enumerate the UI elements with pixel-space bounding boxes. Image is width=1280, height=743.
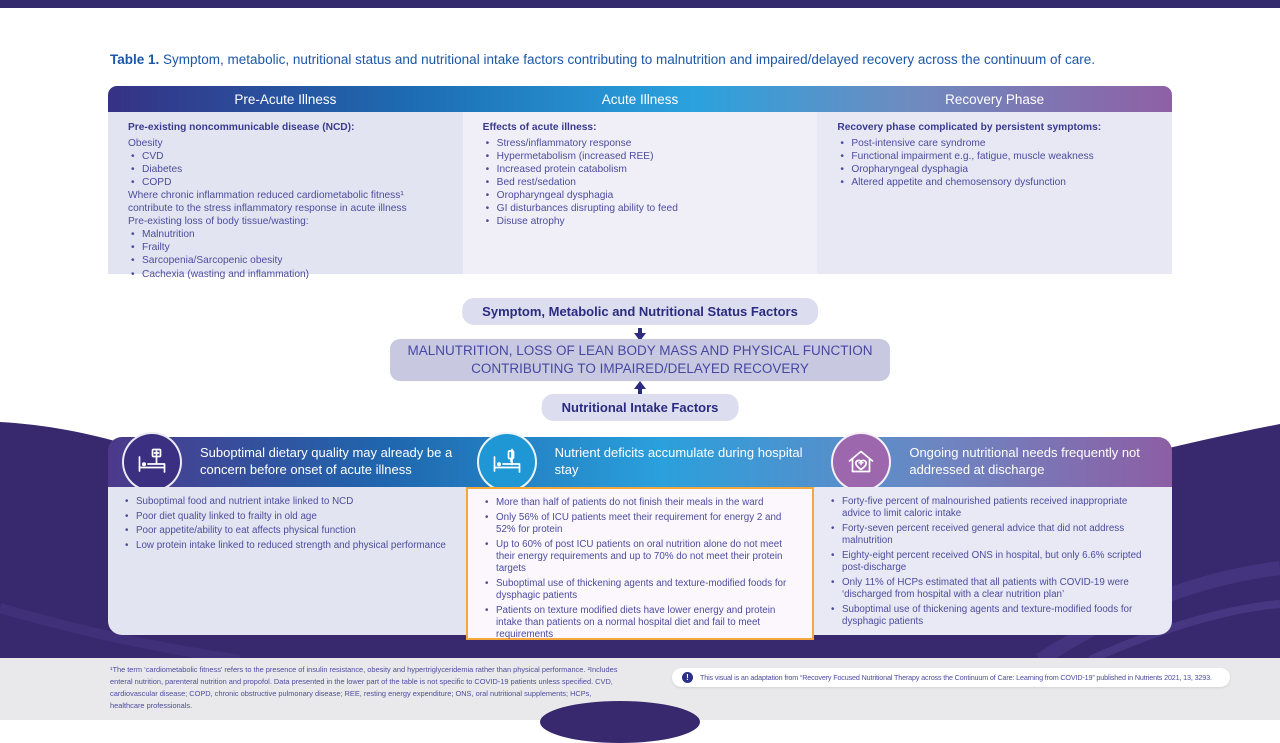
- bullet-text: Altered appetite and chemosensory dysfunction: [851, 177, 1066, 189]
- iv-drip-bed-icon: [477, 432, 537, 492]
- bullet-item: [483, 215, 802, 228]
- bullet-text: GI disturbances disrupting ability to feed: [496, 203, 678, 215]
- bullet-item: [122, 496, 452, 508]
- bullet-item: [128, 163, 447, 176]
- bullet-item: [828, 550, 1158, 574]
- bullet-item: [483, 189, 802, 202]
- wave-crest: [540, 701, 700, 743]
- bullet-text: Stress/inflammatory response: [496, 138, 632, 150]
- column-text: Obesity: [128, 138, 163, 150]
- bullet-marker: •: [485, 604, 489, 616]
- bullet-text: Poor diet quality linked to frailty in old age: [136, 510, 317, 522]
- bullet-marker: •: [131, 151, 135, 163]
- bullet-text: Oropharyngeal dysphagia: [496, 190, 614, 202]
- bullet-item: [483, 202, 802, 215]
- bullet-text: Disuse atrophy: [496, 216, 565, 228]
- lower-panel-header: [108, 437, 1172, 487]
- column-acute: [463, 112, 818, 274]
- bullet-marker: •: [485, 151, 490, 163]
- bullet-marker: •: [840, 164, 844, 176]
- bullet-text: Up to 60% of post ICU patients on oral nutrition alone do not meet their energy requirements and up to 70% do not meet their protein targets: [496, 538, 783, 575]
- bullet-item: [837, 137, 1156, 150]
- column-heading: Effects of acute illness:: [482, 122, 597, 133]
- bullet-item: [128, 254, 447, 267]
- card-header-hospital-stay: [463, 437, 818, 487]
- bullet-item: [828, 496, 1158, 520]
- column-recovery: [817, 112, 1172, 274]
- column-text: Where chronic inflammation reduced cardiometabolic fitness¹ contribute to the stress inflammatory response in acute illness: [128, 190, 407, 215]
- bullet-item: [128, 228, 447, 241]
- bullet-text: Suboptimal use of thickening agents and texture-modified foods for dysphagic patients: [496, 577, 787, 602]
- bullet-text: COPD: [142, 177, 172, 189]
- bullet-item: [128, 176, 447, 189]
- adaptation-note-pill: [672, 668, 1230, 687]
- bullet-marker: •: [485, 138, 490, 150]
- bullet-item: [482, 512, 798, 536]
- bullet-item: [837, 163, 1156, 176]
- header-recovery-phase: Recovery Phase: [945, 91, 1045, 107]
- table-label: Table 1.: [110, 52, 160, 67]
- malnutrition-outcome-box: MALNUTRITION, LOSS OF LEAN BODY MASS AND PHYSICAL FUNCTION CONTRIBUTING TO IMPAIRED/DELAYED RECOVERY: [390, 339, 890, 381]
- bullet-text: Forty-seven percent received general advice that did not address malnutrition: [842, 522, 1125, 547]
- bullet-text: Only 56% of ICU patients meet their requirement for energy 2 and 52% for protein: [496, 511, 782, 535]
- bullet-text: Post-intensive care syndrome: [851, 138, 986, 150]
- bullet-marker: •: [840, 151, 844, 163]
- bullet-marker: •: [485, 164, 490, 176]
- bullet-marker: •: [125, 496, 129, 507]
- column-text: Pre-existing loss of body tissue/wasting:: [128, 216, 309, 228]
- bullet-item: [483, 137, 802, 150]
- bullet-marker: •: [125, 540, 129, 552]
- bullet-marker: •: [131, 242, 135, 254]
- column-pre-acute: [108, 112, 463, 280]
- bullet-marker: •: [831, 576, 835, 588]
- bullet-marker: •: [131, 177, 135, 189]
- bullet-text: Only 11% of HCPs estimated that all patients with COVID-19 were ‘discharged from hospital with a clear nutrition plan’: [842, 576, 1129, 601]
- header-pre-acute-illness: Pre-Acute Illness: [234, 91, 337, 107]
- bullet-marker: •: [831, 549, 835, 561]
- bullet-text: Cachexia (wasting and inflammation): [142, 268, 310, 280]
- bullet-item: [482, 497, 798, 509]
- card-title: Nutrient deficits accumulate during hospital stay: [554, 445, 803, 477]
- card-body-discharge: [814, 487, 1172, 635]
- bullet-text: Eighty-eight percent received ONS in hospital, but only 6.6% scripted post-discharge: [842, 549, 1142, 574]
- continuum-table-body: [108, 112, 1172, 280]
- bullet-marker: •: [485, 577, 489, 589]
- bullet-marker: •: [485, 511, 489, 523]
- bullet-item: [128, 241, 447, 254]
- bullet-text: Suboptimal use of thickening agents and texture-modified foods for dysphagic patients: [842, 603, 1133, 628]
- card-header-discharge: [817, 437, 1172, 487]
- bullet-item: [837, 176, 1156, 189]
- bullet-marker: •: [125, 525, 129, 537]
- bullet-text: Suboptimal food and nutrient intake linked to NCD: [136, 496, 354, 507]
- page-title: [110, 52, 1190, 67]
- column-heading: Pre-existing noncommunicable disease (NCD):: [128, 122, 355, 133]
- bullet-item: [122, 511, 452, 523]
- bullet-item: [828, 604, 1158, 628]
- footnote-text: ¹The term ‘cardiometabolic fitness’ refers to the presence of insulin resistance, obesity and hypertriglyceridemia rather than physical performance. ²Includes enteral nutrition, parenteral nutrition and propofol. Data presented in the lower part of the table is not specific to COVID-19 patients unless specified. CVD, cardiovascular disease; COPD, chronic obstructive pulmonary disease; REE, resting energy expenditure; ONS, oral nutritional supplements; HCPs, healthcare professionals.: [110, 665, 618, 710]
- bullet-item: [482, 578, 798, 602]
- bullet-item: [483, 176, 802, 189]
- bullet-text: Oropharyngeal dysphagia: [851, 164, 969, 176]
- bullet-marker: •: [131, 229, 135, 241]
- info-icon: !: [682, 672, 693, 683]
- bullet-item: [122, 540, 452, 552]
- card-body-hospital-stay-highlighted: [466, 487, 814, 640]
- bullet-text: CVD: [142, 151, 164, 163]
- bullet-text: Low protein intake linked to reduced strength and physical performance: [136, 540, 446, 552]
- bullet-item: [837, 150, 1156, 163]
- bullet-marker: •: [831, 496, 835, 507]
- lower-panel: [108, 437, 1172, 640]
- intake-factors-box: Nutritional Intake Factors: [542, 394, 739, 421]
- bullet-item: [482, 605, 798, 642]
- adaptation-note-text: This visual is an adaptation from “Recovery Focused Nutritional Therapy across the Continuum of Care: Learning from COVID-19” published in Nutrients 2021, 13, 3293.: [700, 673, 1212, 682]
- bullet-item: [483, 150, 802, 163]
- bullet-item: [482, 539, 798, 576]
- bullet-text: Bed rest/sedation: [496, 177, 576, 189]
- card-body-dietary-quality: [108, 487, 466, 635]
- bullet-marker: •: [485, 538, 489, 550]
- bullet-marker: •: [485, 216, 490, 228]
- continuum-table-header: [108, 86, 1172, 112]
- bullet-marker: •: [485, 177, 490, 189]
- bullet-text: Sarcopenia/Sarcopenic obesity: [142, 255, 283, 267]
- bullet-text: Hypermetabolism (increased REE): [496, 151, 654, 163]
- bullet-marker: •: [131, 164, 135, 176]
- bullet-text: Diabetes: [142, 164, 183, 176]
- hospital-bed-patient-icon: [122, 432, 182, 492]
- column-heading: Recovery phase complicated by persistent symptoms:: [837, 122, 1102, 133]
- bullet-text: Functional impairment e.g., fatigue, muscle weakness: [851, 151, 1094, 163]
- bullet-marker: •: [125, 510, 129, 522]
- bullet-text: Frailty: [142, 242, 170, 254]
- header-acute-illness: Acute Illness: [601, 91, 679, 107]
- bullet-text: Increased protein catabolism: [496, 164, 627, 176]
- bullet-marker: •: [840, 177, 844, 189]
- bullet-text: More than half of patients do not finish their meals in the ward: [496, 497, 764, 508]
- bullet-text: Malnutrition: [142, 229, 195, 241]
- bullet-marker: •: [131, 255, 135, 267]
- continuum-table: [108, 86, 1172, 280]
- bullet-item: [828, 577, 1158, 601]
- bullet-item: [828, 523, 1158, 547]
- bullet-marker: •: [831, 522, 835, 534]
- bullet-item: [483, 163, 802, 176]
- card-title: Suboptimal dietary quality may already be a concern before onset of acute illness: [200, 445, 453, 477]
- bullet-text: Patients on texture modified diets have lower energy and protein intake than patients on a normal hospital diet and fail to meet requirements: [496, 604, 776, 641]
- bullet-marker: •: [485, 190, 490, 202]
- top-accent-strip: [0, 0, 1280, 8]
- bullet-item: [122, 525, 452, 537]
- bullet-marker: •: [840, 138, 844, 150]
- card-header-dietary-quality: [108, 437, 463, 487]
- bullet-marker: •: [485, 203, 490, 215]
- bullet-text: Poor appetite/ability to eat affects physical function: [136, 525, 356, 537]
- bullet-marker: •: [831, 603, 835, 615]
- home-heart-icon: [831, 432, 891, 492]
- table-title-text: Symptom, metabolic, nutritional status and nutritional intake factors contributing to malnutrition and impaired/delayed recovery across the continuum of care.: [159, 52, 1096, 67]
- bullet-item: [128, 150, 447, 163]
- bullet-marker: •: [131, 268, 135, 280]
- status-factors-box: Symptom, Metabolic and Nutritional Status Factors: [462, 298, 818, 325]
- bullet-marker: •: [485, 497, 489, 508]
- bullet-item: [128, 268, 447, 281]
- card-title: Ongoing nutritional needs frequently not addressed at discharge: [909, 445, 1140, 477]
- bullet-text: Forty-five percent of malnourished patients received inappropriate advice to limit caloric intake: [842, 496, 1128, 520]
- lower-panel-body: [108, 487, 1172, 640]
